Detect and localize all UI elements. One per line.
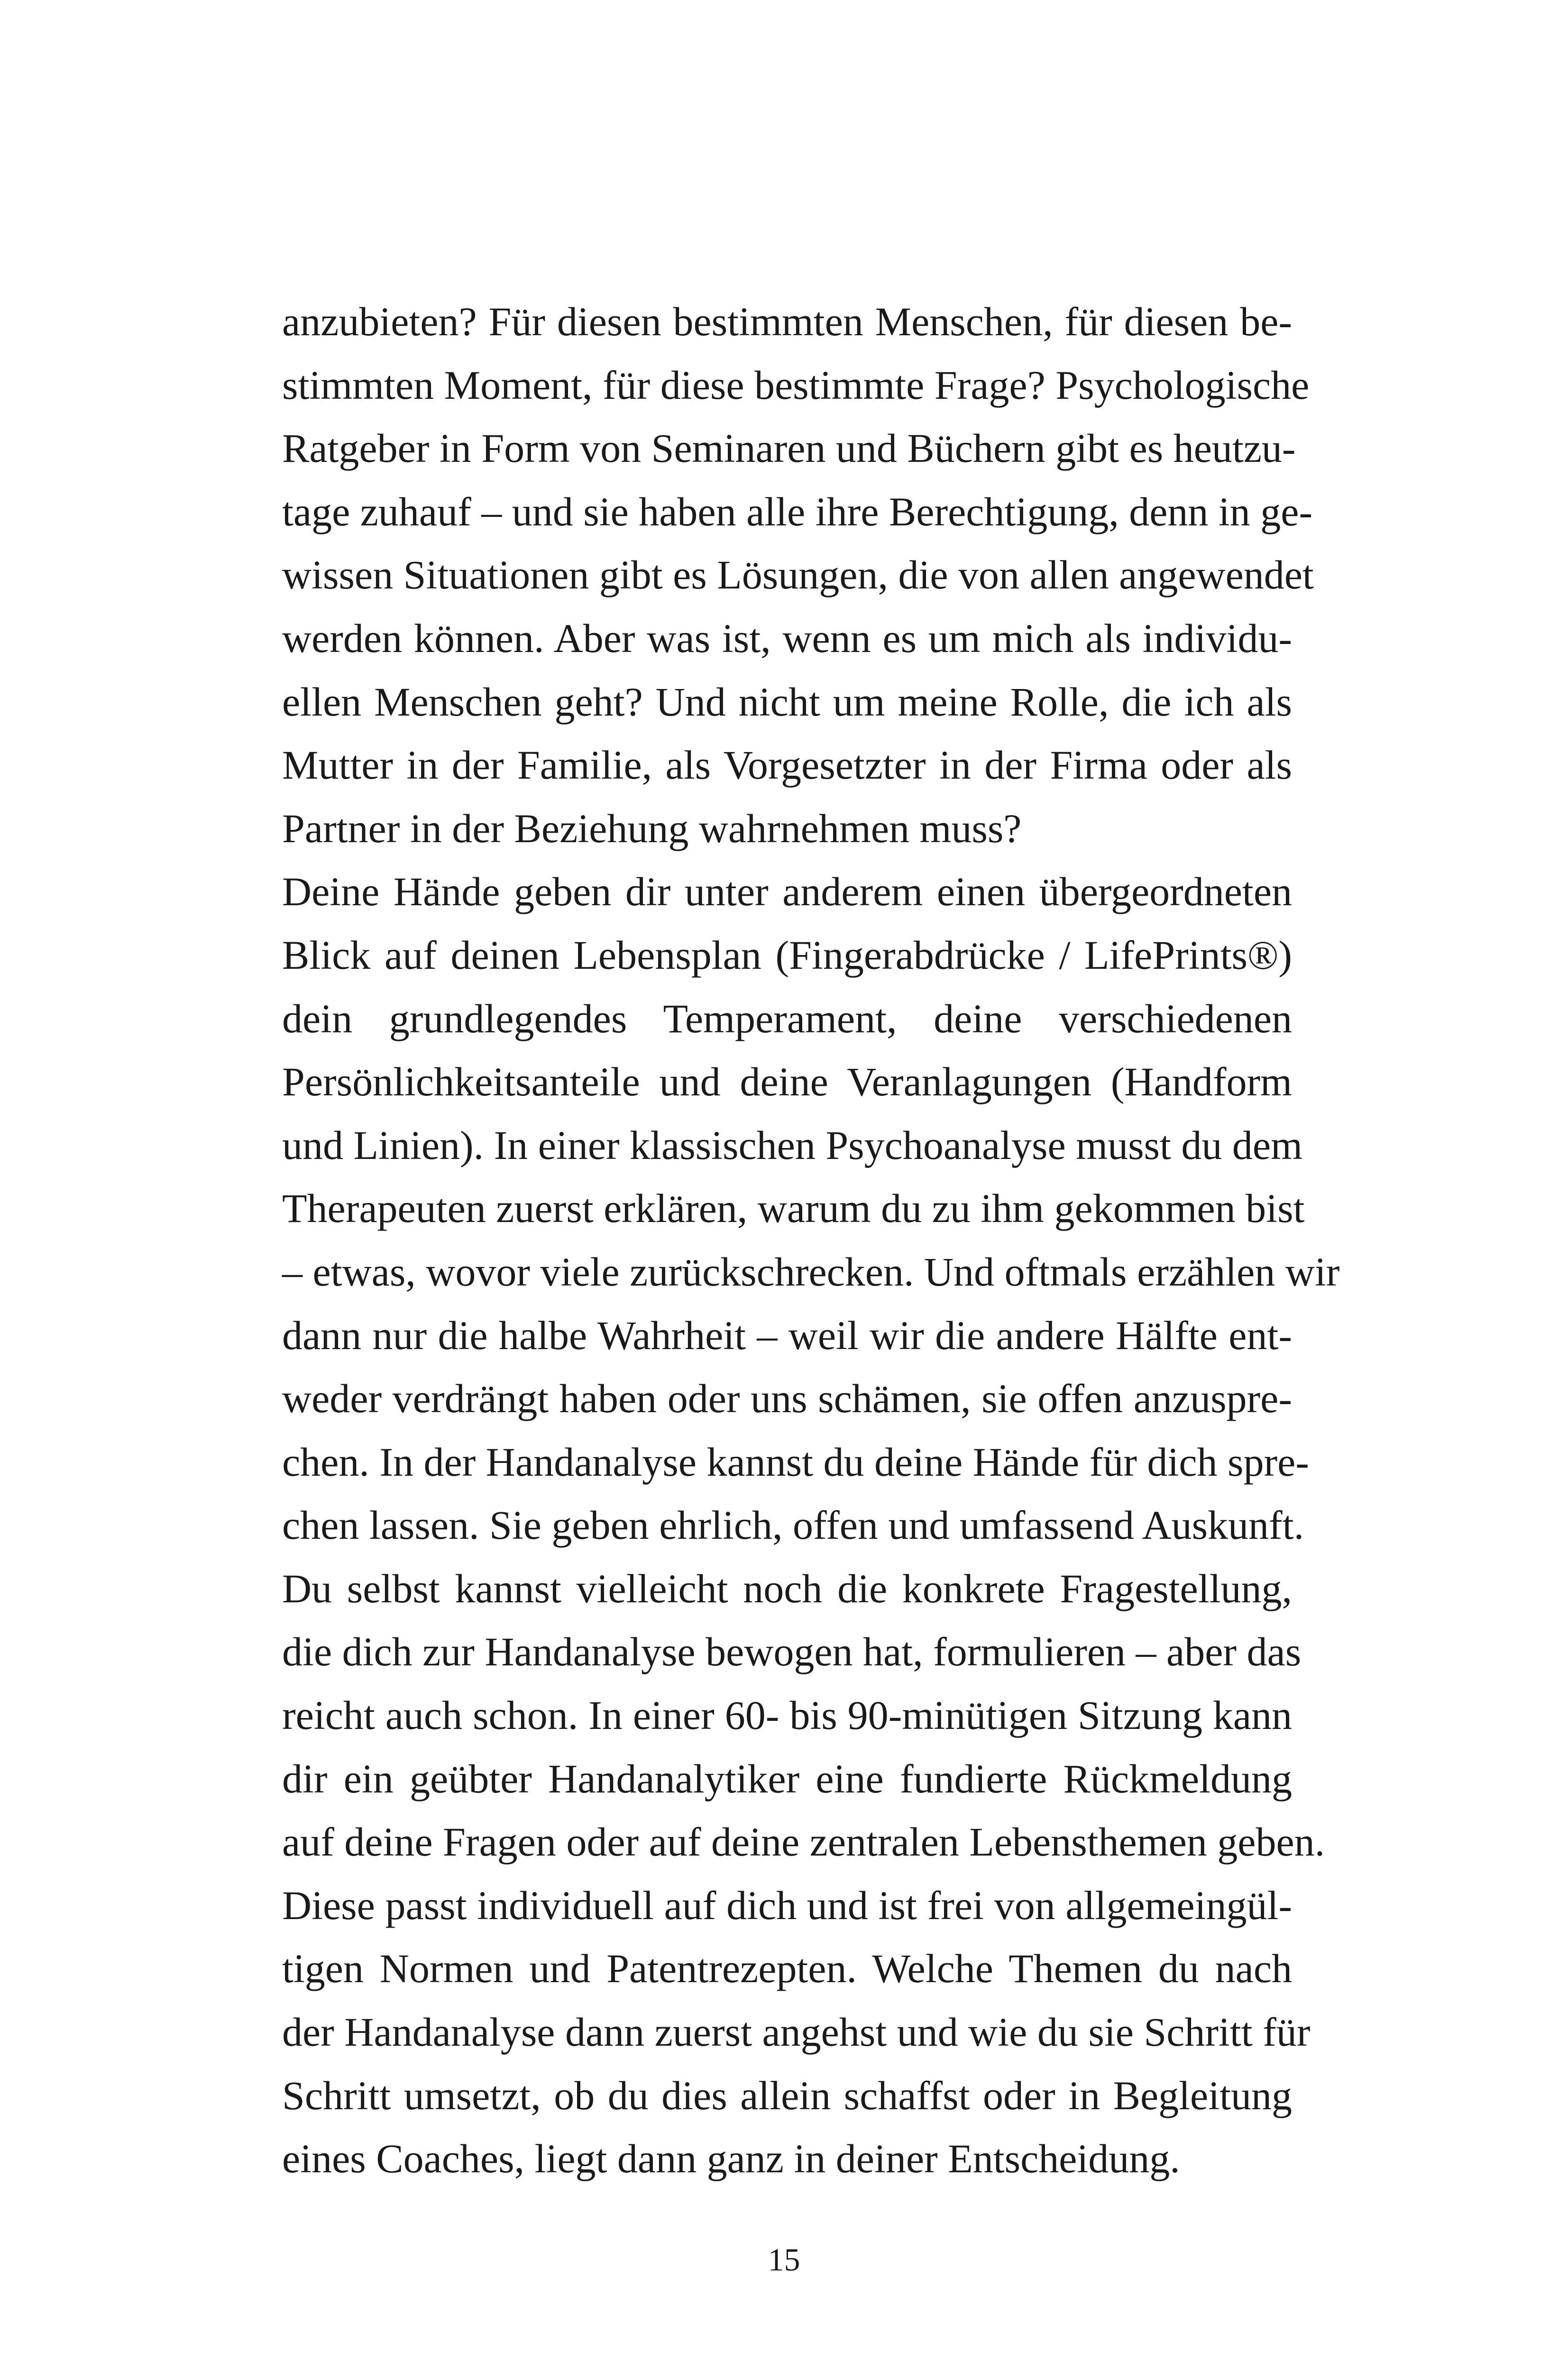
- text-line: Deine Hände geben dir unter anderem einen übergeordneten: [282, 869, 1292, 915]
- text-line: Schritt umsetzt, ob du dies allein schaffst oder in Begleitung: [282, 2072, 1292, 2118]
- text-line: Mutter in der Familie, als Vorgesetzter in der Firma oder als: [282, 742, 1292, 788]
- text-line: dein grundlegendes Temperament, deine verschiedenen: [282, 995, 1292, 1041]
- text-line: ellen Menschen geht? Und nicht um meine Rolle, die ich als: [282, 679, 1292, 725]
- paragraph-end-line: eines Coaches, liegt dann ganz in deiner Entscheidung.: [282, 2136, 1180, 2182]
- text-line: Persönlichkeitsanteile und deine Veranlagungen (Handform: [282, 1059, 1292, 1105]
- text-line: – etwas, wovor viele zurückschrecken. Und oftmals erzählen wir: [282, 1249, 1340, 1295]
- text-line: Ratgeber in Form von Seminaren und Büchern gibt es heutzu-: [282, 425, 1296, 471]
- text-line: wissen Situationen gibt es Lösungen, die von allen angewendet: [282, 552, 1314, 598]
- text-line: Du selbst kannst vielleicht noch die konkrete Fragestellung,: [282, 1565, 1292, 1611]
- text-line: dir ein geübter Handanalytiker eine fundierte Rückmeldung: [282, 1755, 1292, 1801]
- text-line: die dich zur Handanalyse bewogen hat, formulieren – aber das: [282, 1629, 1302, 1675]
- text-line: dann nur die halbe Wahrheit – weil wir die andere Hälfte ent-: [282, 1312, 1292, 1358]
- text-line: tigen Normen und Patentrezepten. Welche Themen du nach: [282, 1946, 1292, 1992]
- text-line: weder verdrängt haben oder uns schämen, sie offen anzuspre-: [282, 1376, 1292, 1422]
- text-line: der Handanalyse dann zuerst angehst und wie du sie Schritt für: [282, 2009, 1311, 2055]
- body-text: [282, 290, 1340, 2191]
- text-line: Blick auf deinen Lebensplan (Fingerabdrücke / LifePrints®): [282, 932, 1292, 978]
- text-line: anzubieten? Für diesen bestimmten Menschen, für diesen be-: [282, 299, 1292, 344]
- paragraph-end-line: Partner in der Beziehung wahrnehmen muss?: [282, 805, 1022, 851]
- text-line: chen lassen. Sie geben ehrlich, offen und umfassend Auskunft.: [282, 1502, 1304, 1548]
- text-line: Diese passt individuell auf dich und ist frei von allgemeingül-: [282, 1882, 1292, 1928]
- page-number: 15: [768, 2242, 800, 2278]
- text-line: stimmten Moment, für diese bestimmte Frage? Psychologische: [282, 362, 1310, 408]
- text-line: auf deine Fragen oder auf deine zentralen Lebensthemen geben.: [282, 1819, 1325, 1865]
- text-line: werden können. Aber was ist, wenn es um mich als individu-: [282, 615, 1292, 661]
- text-line: chen. In der Handanalyse kannst du deine Hände für dich spre-: [282, 1439, 1309, 1485]
- text-line: Therapeuten zuerst erklären, warum du zu ihm gekommen bist: [282, 1186, 1305, 1231]
- text-line: und Linien). In einer klassischen Psychoanalyse musst du dem: [282, 1122, 1302, 1168]
- text-line: tage zuhauf – und sie haben alle ihre Berechtigung, denn in ge-: [282, 488, 1313, 534]
- text-line: reicht auch schon. In einer 60- bis 90-minütigen Sitzung kann: [282, 1692, 1292, 1738]
